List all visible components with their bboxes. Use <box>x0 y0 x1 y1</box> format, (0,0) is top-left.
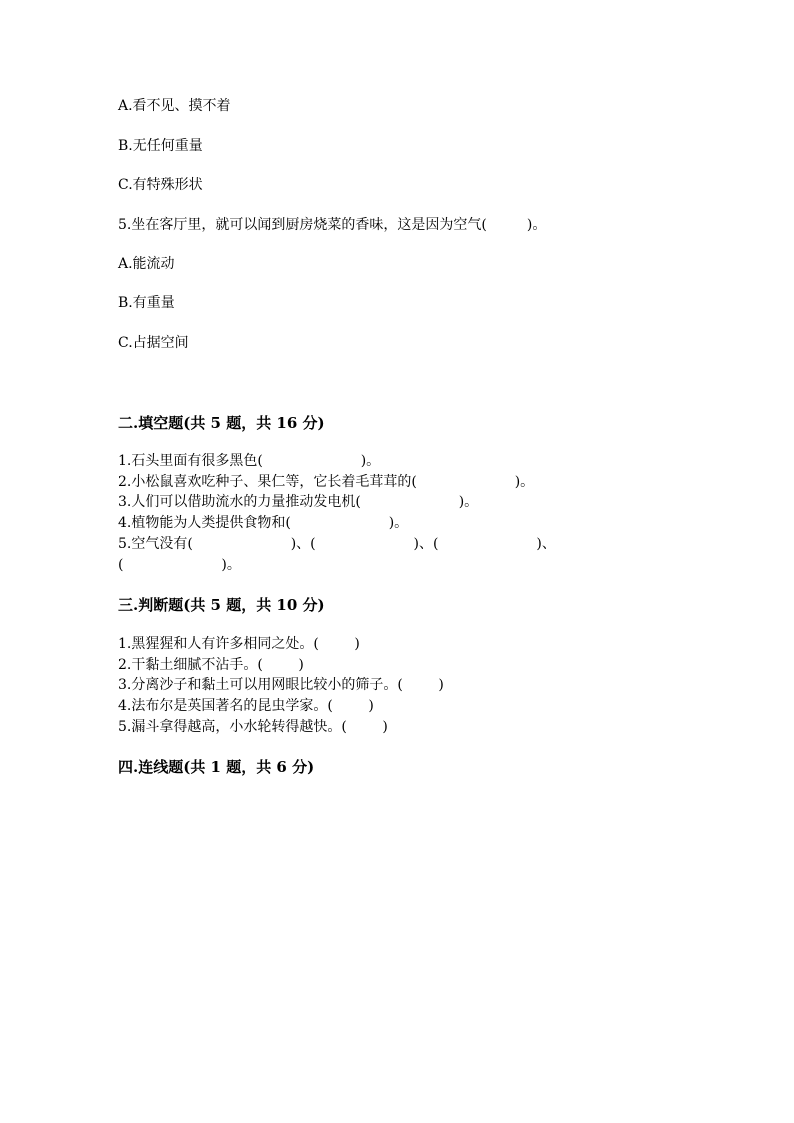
q4-option-c: C.有特殊形状 <box>118 177 203 193</box>
q5-option-b: B.有重量 <box>118 295 175 311</box>
q4-option-b: B.无任何重量 <box>118 138 203 154</box>
section2-item-5: 5.空气没有( )、( )、( )、 <box>118 536 556 552</box>
q5-stem: 5.坐在客厅里，就可以闻到厨房烧菜的香味，这是因为空气( )。 <box>118 217 547 233</box>
section3-item-5: 5.漏斗拿得越高，小水轮转得越快。( ) <box>118 719 388 735</box>
section2-item-5-continued: ( )。 <box>118 557 241 573</box>
section3-heading: 三.判断题(共 5 题，共 10 分) <box>118 596 325 614</box>
section3-item-1: 1.黑猩猩和人有许多相同之处。( ) <box>118 636 360 652</box>
section2-item-1: 1.石头里面有很多黑色( )。 <box>118 453 381 469</box>
section3-item-2: 2.干黏土细腻不沾手。( ) <box>118 657 304 673</box>
section4-heading: 四.连线题(共 1 题，共 6 分) <box>118 758 315 776</box>
section2-heading: 二.填空题(共 5 题，共 16 分) <box>118 414 325 432</box>
q4-option-a: A.看不见、摸不着 <box>118 98 231 114</box>
q5-option-c: C.占据空间 <box>118 335 189 351</box>
section3-item-4: 4.法布尔是英国著名的昆虫学家。( ) <box>118 698 374 714</box>
q5-option-a: A.能流动 <box>118 256 175 272</box>
section2-item-2: 2.小松鼠喜欢吃种子、果仁等，它长着毛茸茸的( )。 <box>118 474 535 490</box>
section2-item-4: 4.植物能为人类提供食物和( )。 <box>118 515 409 531</box>
section2-item-3: 3.人们可以借助流水的力量推动发电机( )。 <box>118 494 479 510</box>
section3-item-3: 3.分离沙子和黏土可以用网眼比较小的筛子。( ) <box>118 677 444 693</box>
